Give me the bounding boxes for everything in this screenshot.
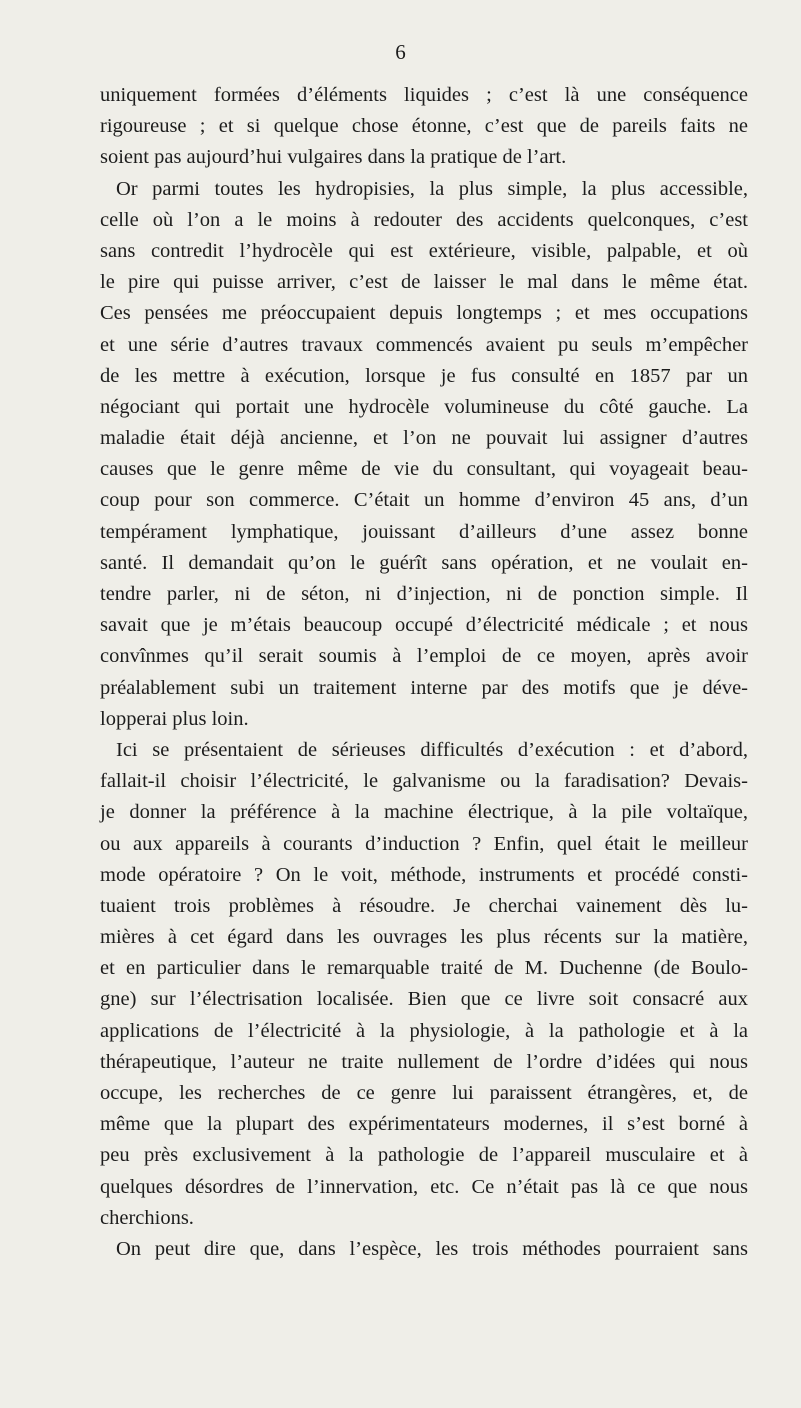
text-line: Ces pensées me préoccupaient depuis longtemps ; et mes occupations [100,302,748,325]
text-line: quelques désordres de l’innervation, etc. Ce n’était pas là ce que nous [100,1175,748,1198]
text-line: et en particulier dans le remarquable traité de M. Duchenne (de Boulo- [100,957,748,980]
text-line: sans contredit l’hydrocèle qui est extérieure, visible, palpable, et où [100,239,748,262]
text-line: mières à cet égard dans les ouvrages les plus récents sur la matière, [100,926,748,949]
text-line: convînmes qu’il serait soumis à l’emploi de ce moyen, après avoir [100,645,748,668]
text-line: je donner la préférence à la machine électrique, à la pile voltaïque, [100,801,748,824]
text-line: causes que le genre même de vie du consultant, qui voyageait beau- [100,458,748,481]
text-line: préalablement subi un traitement interne par des motifs que je déve- [100,676,748,699]
body-text [100,80,748,1265]
page-number: 6 [395,40,406,64]
text-line: Or parmi toutes les hydropisies, la plus simple, la plus accessible, [116,177,748,200]
text-line: lopperai plus loin. [100,707,249,730]
text-line: tempérament lymphatique, jouissant d’ailleurs d’une assez bonne [100,520,748,543]
text-line: celle où l’on a le moins à redouter des accidents quelconques, c’est [100,208,748,231]
text-line: négociant qui portait une hydrocèle volumineuse du côté gauche. La [100,395,748,418]
text-line: santé. Il demandait qu’on le guérît sans opération, et ne voulait en- [100,551,748,574]
text-line: Ici se présentaient de sérieuses difficultés d’exécution : et d’abord, [116,738,748,761]
text-line: de les mettre à exécution, lorsque je fus consulté en 1857 par un [100,364,748,387]
text-line: cherchions. [100,1206,194,1229]
text-line: uniquement formées d’éléments liquides ; c’est là une conséquence [100,84,748,106]
text-line: applications de l’électricité à la physiologie, à la pathologie et à la [100,1019,748,1042]
text-line: mode opératoire ? On le voit, méthode, instruments et procédé consti- [100,863,748,886]
text-line: On peut dire que, dans l’espèce, les trois méthodes pourraient sans [116,1237,748,1260]
text-line: maladie était déjà ancienne, et l’on ne pouvait lui assigner d’autres [100,427,748,450]
text-line: rigoureuse ; et si quelque chose étonne, c’est que de pareils faits ne [100,115,748,138]
text-line: soient pas aujourd’hui vulgaires dans la pratique de l’art. [100,146,567,169]
text-line: tendre parler, ni de séton, ni d’injection, ni de ponction simple. Il [100,583,748,605]
text-line: même que la plupart des expérimentateurs modernes, il s’est borné à [100,1113,748,1136]
text-line: fallait-il choisir l’électricité, le galvanisme ou la faradisation? Devais- [100,770,748,793]
text-line: et une série d’autres travaux commencés avaient pu seuls m’empêcher [100,333,748,356]
text-line: peu près exclusivement à la pathologie de l’appareil musculaire et à [100,1144,748,1167]
text-line: le pire qui puisse arriver, c’est de laisser le mal dans le même état. [100,271,748,294]
text-line: ou aux appareils à courants d’induction ? Enfin, quel était le meilleur [100,832,748,855]
text-line: tuaient trois problèmes à résoudre. Je cherchai vainement dès lu- [100,894,748,917]
text-line: gne) sur l’électrisation localisée. Bien que ce livre soit consacré aux [100,988,748,1011]
text-line: thérapeutique, l’auteur ne traite nullement de l’ordre d’idées qui nous [100,1050,748,1073]
text-line: occupe, les recherches de ce genre lui paraissent étrangères, et, de [100,1082,748,1104]
text-line: coup pour son commerce. C’était un homme d’environ 45 ans, d’un [100,489,748,512]
text-line: savait que je m’étais beaucoup occupé d’électricité médicale ; et nous [100,614,748,637]
